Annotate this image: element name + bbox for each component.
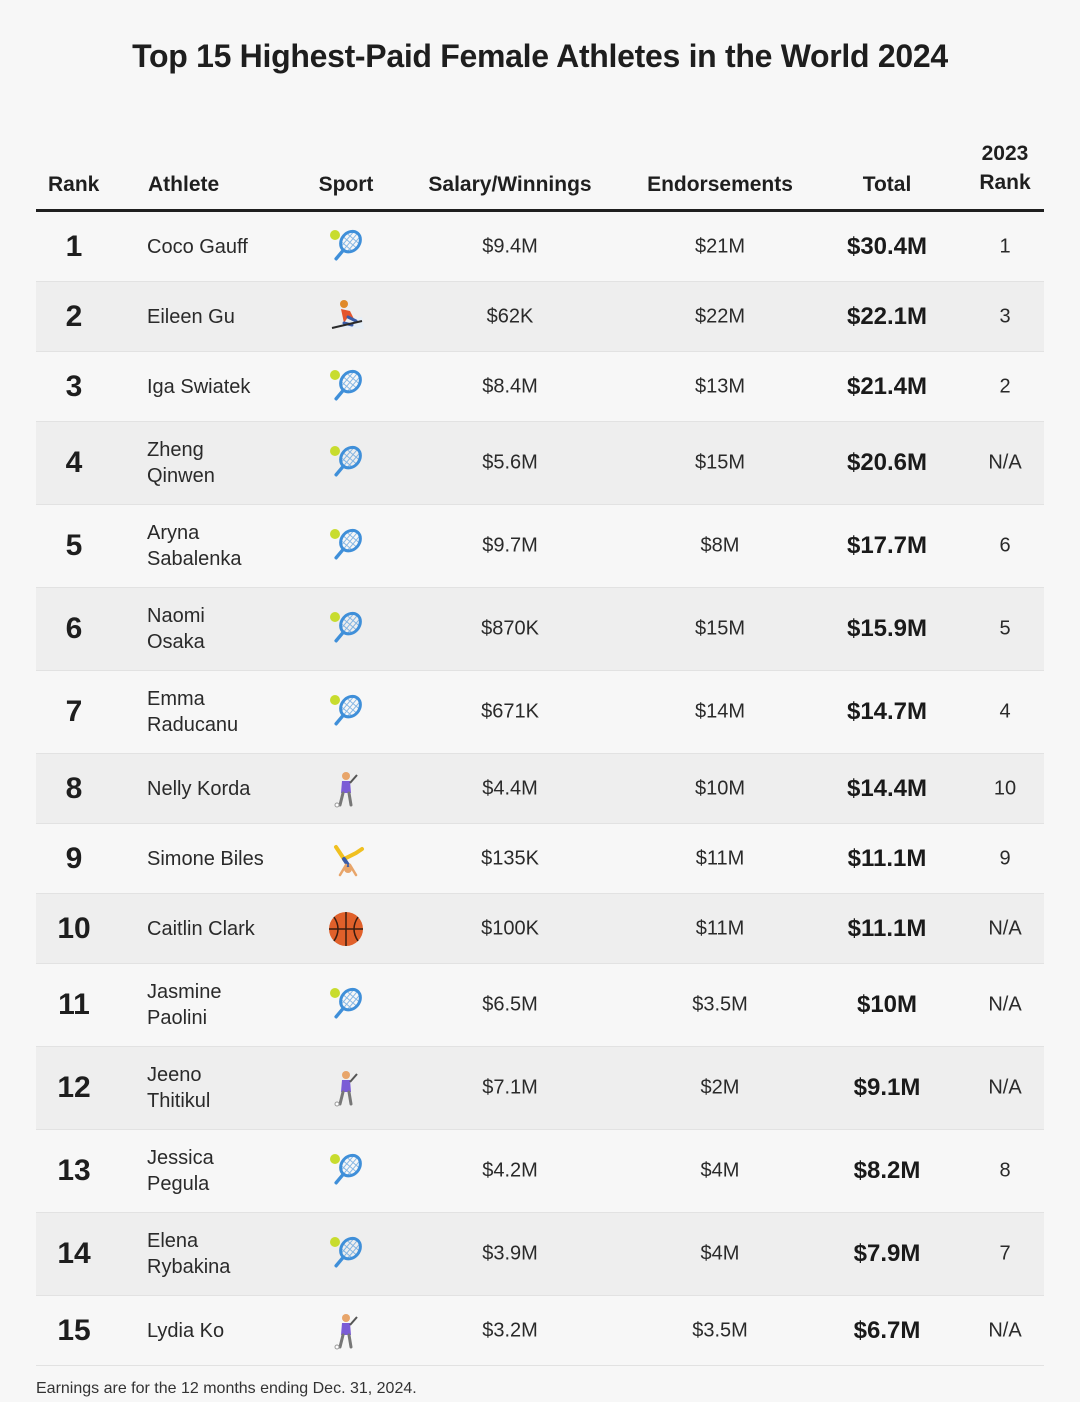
athlete-name-line: Caitlin Clark [147,917,255,940]
header-total: Total [862,173,912,196]
skier-icon [326,297,366,337]
prev-rank-cell: N/A [988,1076,1022,1099]
athlete-name-line: Emma [147,688,205,710]
table-row [36,352,1044,422]
rank-cell: 8 [65,771,83,805]
salary-cell: $8.4M [482,375,538,397]
salary-cell: $3.2M [482,1319,538,1341]
table-row [36,964,1044,1047]
prev-rank-cell: N/A [988,917,1022,939]
prev-rank-cell: 5 [999,617,1011,640]
athlete-name [147,437,215,489]
total-cell: $15.9M [846,615,928,642]
total-cell: $11.1M [847,914,927,942]
tennis-icon [326,227,366,267]
prev-rank-cell: 4 [999,700,1011,723]
rank-cell: 1 [65,229,83,263]
table-row [36,505,1044,588]
endorsements-cell: $13M [694,375,746,397]
golfer-icon [326,1311,366,1351]
salary-cell: $4.4M [482,777,538,799]
salary-cell: $9.7M [482,534,538,557]
athlete-name [147,846,264,872]
endorsements-cell: $11M [695,847,745,869]
endorsements-cell: $22M [694,305,746,327]
salary-cell: $7.1M [482,1076,538,1099]
endorsements-cell: $21M [694,235,746,257]
total-cell: $9.1M [853,1074,921,1101]
prev-rank-cell: 6 [999,534,1011,557]
athlete-name [147,1318,224,1344]
prev-rank-cell: 7 [999,1242,1011,1265]
table-row [36,1213,1044,1296]
prev-rank-cell: 10 [993,777,1017,799]
athlete-name-line: Jasmine [147,981,222,1003]
athletes-table [36,132,1044,1366]
header-salary: Salary/Winnings [428,173,592,196]
total-cell: $21.4M [846,372,928,400]
tennis-icon [326,443,366,483]
athlete-name-line: Sabalenka [147,548,242,570]
total-cell: $10M [856,991,918,1018]
total-cell: $17.7M [846,532,928,559]
total-cell: $14.4M [846,774,928,802]
athlete-name-line: Naomi [147,605,205,627]
table-header [36,132,1044,212]
total-cell: $11.1M [847,844,927,872]
rank-cell: 6 [65,612,83,645]
tennis-icon [326,1234,366,1274]
endorsements-cell: $4M [700,1159,740,1182]
athlete-name [147,1062,210,1114]
footnote: Earnings are for the 12 months ending Dec. 31, 2024. [36,1380,417,1397]
header-sport: Sport [318,173,374,196]
header-rank: Rank [48,173,100,196]
salary-cell: $62K [486,305,534,327]
athlete-name [147,603,205,655]
athlete-name-line: Pegula [147,1173,210,1195]
salary-cell: $5.6M [482,451,538,474]
rank-cell: 15 [57,1313,91,1347]
basketball-icon [326,909,366,949]
endorsements-cell: $8M [700,534,740,557]
athlete-name-line: Lydia Ko [147,1319,225,1342]
salary-cell: $9.4M [482,235,538,257]
table-row [36,282,1044,352]
total-cell: $14.7M [846,698,928,725]
prev-rank-cell: N/A [988,993,1022,1016]
tennis-icon [326,609,366,649]
endorsements-cell: $3.5M [692,993,748,1016]
rank-cell: 2 [65,299,83,333]
salary-cell: $100K [481,917,539,939]
total-cell: $7.9M [853,1240,921,1267]
rank-cell: 4 [65,446,83,479]
athlete-name-line: Osaka [147,631,205,653]
athlete-name [147,1145,214,1197]
table-row [36,1047,1044,1130]
prev-rank-cell: 9 [999,847,1011,869]
athlete-name-line: Jeeno [147,1064,202,1086]
tennis-icon [326,692,366,732]
athlete-name [147,520,242,572]
header-2023-rank-line2: Rank [979,171,1031,194]
table-row [36,1296,1044,1366]
tennis-icon [326,526,366,566]
athlete-name-line: Aryna [147,522,200,544]
athlete-name-line: Simone Biles [147,847,264,870]
rank-cell: 9 [65,841,83,875]
athlete-name-line: Elena [147,1230,199,1252]
rank-cell: 12 [57,1071,91,1104]
athlete-name [147,1228,230,1280]
prev-rank-cell: N/A [988,1319,1022,1341]
total-cell: $8.2M [853,1157,921,1184]
endorsements-cell: $15M [694,617,746,640]
endorsements-cell: $2M [700,1076,740,1099]
endorsements-cell: $3.5M [692,1319,748,1341]
table-row [36,824,1044,894]
salary-cell: $870K [481,617,539,640]
athlete-name-line: Jessica [147,1147,214,1169]
athlete-name [147,916,255,942]
athlete-name [147,304,235,330]
salary-cell: $135K [481,847,539,869]
endorsements-cell: $14M [694,700,746,723]
rank-cell: 7 [65,695,83,728]
athlete-name [147,776,250,802]
endorsements-cell: $15M [694,451,746,474]
total-cell: $30.4M [846,232,928,260]
athlete-name-line: Zheng [147,439,204,461]
gymnast-icon [326,839,366,879]
rank-cell: 10 [57,911,91,945]
athlete-name-line: Nelly Korda [147,777,251,800]
athlete-name-line: Paolini [147,1007,208,1029]
endorsements-cell: $11M [695,917,745,939]
prev-rank-cell: 3 [999,305,1011,327]
total-cell: $20.6M [846,449,928,476]
table-body [36,212,1044,1366]
athlete-name-line: Iga Swiatek [147,375,251,398]
total-cell: $6.7M [853,1316,921,1344]
prev-rank-cell: 8 [999,1159,1011,1182]
rank-cell: 3 [65,369,83,403]
endorsements-cell: $4M [700,1242,740,1265]
athlete-name [147,234,248,260]
table-row [36,894,1044,964]
table-row [36,588,1044,671]
rank-cell: 13 [57,1154,91,1187]
prev-rank-cell: 2 [999,375,1011,397]
rank-cell: 11 [58,988,90,1021]
rank-cell: 5 [65,529,83,562]
athlete-name [147,979,221,1031]
golfer-icon [326,1068,366,1108]
salary-cell: $3.9M [482,1242,538,1265]
header-endorsements: Endorsements [647,173,793,196]
salary-cell: $4.2M [482,1159,538,1182]
athlete-name-line: Rybakina [147,1256,231,1278]
salary-cell: $671K [481,700,539,723]
athlete-name-line: Raducanu [147,714,239,736]
golfer-icon [326,769,366,809]
header-athlete: Athlete [148,173,220,196]
header-2023-rank [979,139,1030,197]
athlete-name [147,374,250,400]
athlete-name-line: Thitikul [147,1090,211,1112]
athlete-name-line: Eileen Gu [147,305,235,328]
tennis-icon [326,367,366,407]
endorsements-cell: $10M [694,777,746,799]
table-row [36,671,1044,754]
table-row [36,212,1044,282]
athlete-name-line: Coco Gauff [147,235,248,258]
page-title: Top 15 Highest-Paid Female Athletes in the World 2024 [132,38,948,74]
athlete-name [147,686,238,738]
tennis-icon [326,1151,366,1191]
table-row [36,1130,1044,1213]
prev-rank-cell: N/A [988,451,1022,474]
table-row [36,754,1044,824]
header-2023-rank-line1: 2023 [981,142,1029,165]
rank-cell: 14 [57,1237,91,1270]
table-row [36,422,1044,505]
prev-rank-cell: 1 [999,235,1011,257]
salary-cell: $6.5M [482,993,538,1016]
tennis-icon [326,985,366,1025]
total-cell: $22.1M [846,302,928,330]
athlete-name-line: Qinwen [147,465,215,487]
